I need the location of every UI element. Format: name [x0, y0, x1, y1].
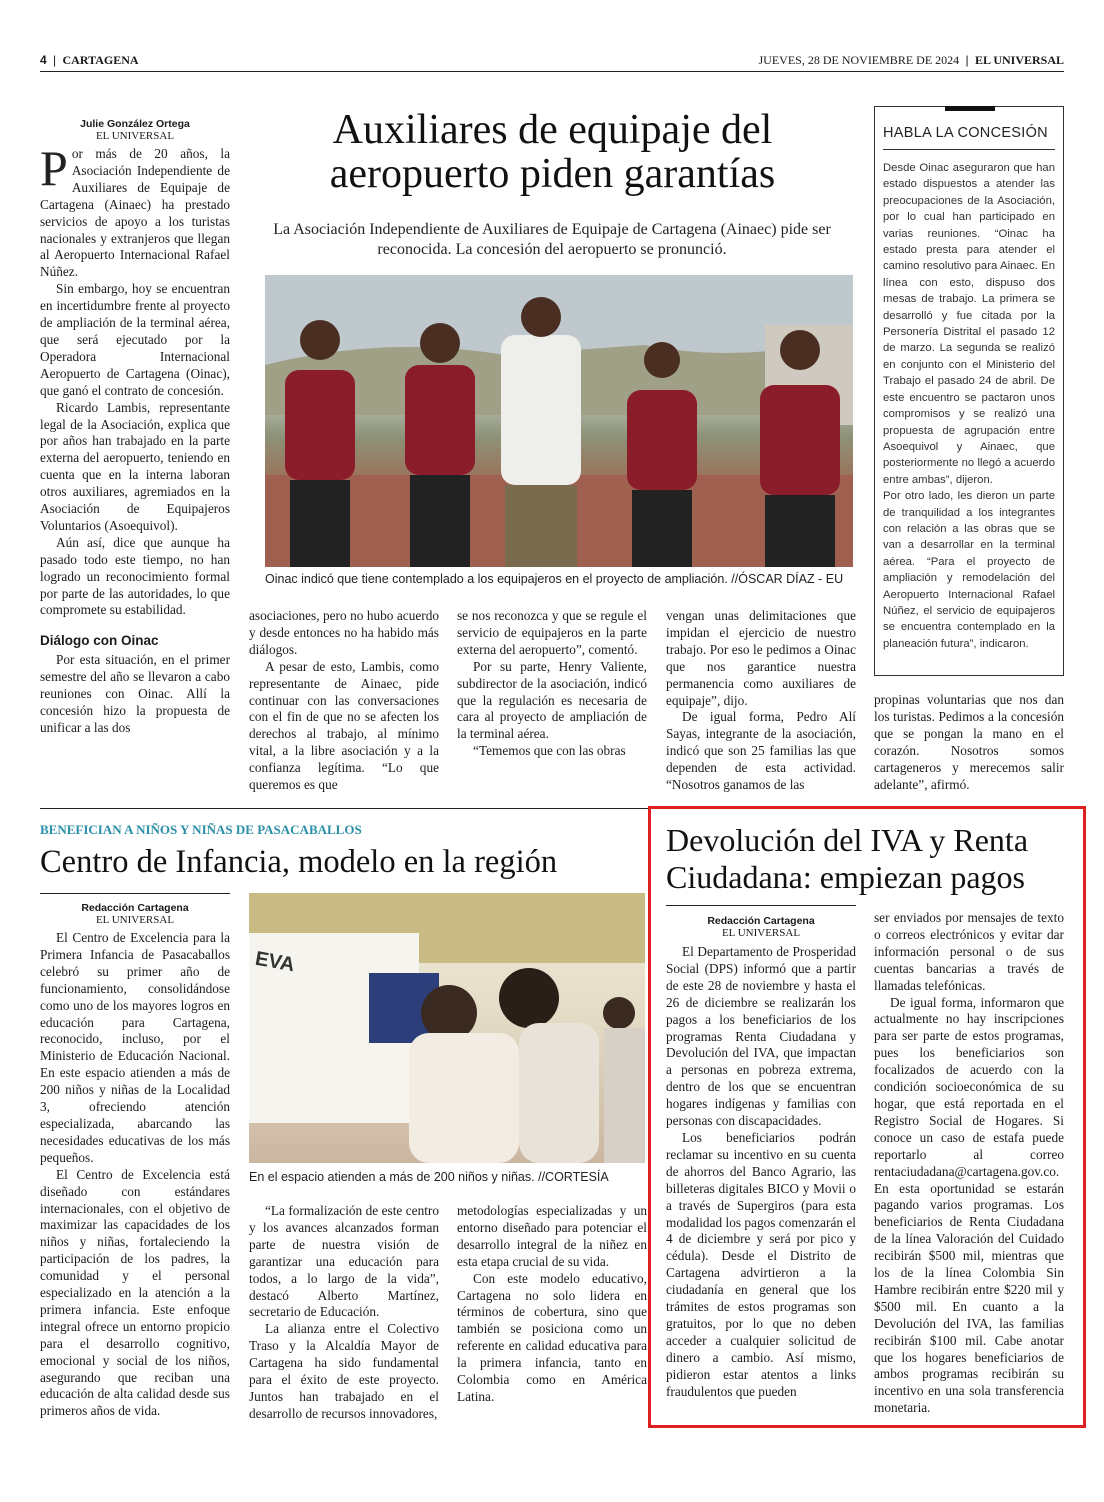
article1-paragraph: Por su parte, Henry Valiente, subdirector de la asociación, indicó que la regulación es necesaria de cara al proyecto de ampliación de la terminal aérea. [457, 658, 647, 742]
article2-byline [40, 902, 230, 926]
article1-col1 [40, 140, 230, 737]
caption-text: En el espacio atienden a más de 200 niños y niñas. [249, 1170, 535, 1184]
page-number: 4 [40, 53, 47, 67]
byline-org: EL UNIVERSAL [95, 130, 175, 142]
photo-illustration [265, 275, 853, 567]
byline-name: Redacción Cartagena [81, 902, 189, 914]
article3-byline [666, 915, 856, 939]
byline-org: EL UNIVERSAL [95, 914, 175, 926]
article1-paragraph: Ricardo Lambis, representante legal de la Asociación, explica que por años han trabajado en la parte externa del aeropuerto, teniendo en cuenta que en la interna laboran otros auxiliares, agremiados en la Asociación de Equipajeros Voluntarios (Asoequivol). [40, 399, 230, 533]
article1-col4 [666, 608, 856, 794]
section-name: CARTAGENA [62, 53, 139, 67]
article3-paragraph: El Departamento de Prosperidad Social (DPS) informó que a partir de este 28 de noviembre y hasta el 26 de diciembre se realizarán los pagos a los beneficiarios de los programas Renta Ciudadana y Devolución del IVA, que impactan a personas en pobreza extrema, dentro de los que se encuentran hogares indígenas y familias con personas con discapacidades. [666, 944, 856, 1129]
article1-col3 [457, 608, 647, 760]
article2-headline: Centro de Infancia, modelo en la región [40, 844, 558, 880]
article1-paragraph: Sin embargo, hoy se encuentran en incertidumbre frente al proyecto de ampliación de la terminal aérea, que será ejecutado por la Operadora Internacional Aeropuerto de Cartagena (Oinac), que ganó el contrato de concesión. [40, 281, 230, 398]
article3-paragraph: De igual forma, informaron que actualmente no hay inscripciones para ser parte de estos programas, pues los beneficiarios son focalizados de acuerdo con la condición socioeconómica de su hogar, que está reportada en el Registro Social de Hogares. Si conoce un caso de estafa puede reportarlo al correo rentaciudadana@cartagena.gov.co. En esta oportunidad se estarán pagando varios programas. Los beneficiarios de Renta Ciudadana de la línea Valoración del Cuidado recibirán $500 mil, mientras que los de la línea Colombia Sin Hambre recibirán entre $220 mil y $500 mil. En cuanto a la Devolución del IVA, las familias recibirán $100 mil. Cabe anotar que los hogares beneficiarios de ambos programas recibirán su incentivo en una sola transferencia monetaria. [874, 994, 1064, 1416]
header-separator: | [53, 53, 57, 67]
article2-kicker: BENEFICIAN A NIÑOS Y NIÑAS DE PASACABALLOS [40, 822, 362, 837]
article1-paragraph: De igual forma, Pedro Alí Sayas, integrante de la asociación, indicó que son 25 familias las que dependen de esta actividad. “Nosotros ganamos de las [666, 709, 856, 793]
article1-subhead: Diálogo con Oinac [40, 633, 159, 649]
article1-paragraph: A pesar de esto, Lambis, como representante de Ainaec, pide continuar con las conversaciones con el fin de que no se afecten los derechos al trabajo, al mínimo vital, a la libre asociación y a la confianza legítima. “Lo que queremos es que [249, 658, 439, 793]
byline-org: EL UNIVERSAL [721, 927, 801, 939]
sidebar-title: HABLA LA CONCESIÓN [883, 125, 1048, 141]
header-separator-2: | [965, 53, 969, 67]
article1-col5 [874, 692, 1064, 793]
article1-deck: La Asociación Independiente de Auxiliares de Equipaje de Cartagena (Ainaec) pide ser reconocida. La concesión del aeropuerto se pronunció. [273, 221, 831, 258]
article1-paragraph: Aún así, dice que aunque ha pasado todo este tiempo, no han logrado un reconocimiento formal por parte de las autoridades, lo que compromete su estabilidad. [40, 534, 230, 618]
article2-paragraph: El Centro de Excelencia para la Primera Infancia de Pasacaballos celebró su primer año de funcionamiento, consolidándose como uno de los mayores logros en educación para Cartagena, reconocido, incluso, por el Ministerio de Educación Nacional. En este espacio atienden a más de 200 niños y niñas de la Localidad 3, ofreciendo atención especializada, abarcando las necesidades educativas de los más pequeños. [40, 930, 230, 1165]
sidebar-paragraph: Por otro lado, les dieron un parte de tranquilidad a los integrantes con relación a las obras que se van a desarrollar en la terminal aérea. “Para el proyecto de ampliación y remodelación del Aeropuerto Internacional Rafael Núñez, el servicio de equipajeros se encuentra contemplado en la planeación futura”, indicaron. [883, 490, 1055, 650]
sidebar-box [874, 106, 1064, 676]
paper-name: EL UNIVERSAL [974, 53, 1064, 67]
sidebar-paragraph: Desde Oinac aseguraron que han estado dispuestos a atender las preocupaciones de la Asociación, por lo cual han participado en varias reuniones. “Oinac ha estado presta para atender el camino resolutivo para Ainaec. En línea con esto, dispuso dos mesas de trabajo. La primera se desarrolló y fue citada por la Personería Distrital el pasado 12 de marzo. La segunda se realizó en conjunto con el Ministerio del Trabajo el pasado 24 de abril. De este encuentro se pactaron unos compromisos y se realizó una propuesta de agrupación entre Asoequivol y Ainaec, que posteriormente no llegó a acuerdo entre ambas”, dijeron. [883, 162, 1055, 486]
article2-col2 [249, 1203, 439, 1423]
byline-name: Redacción Cartagena [707, 915, 815, 927]
article1-paragraph: propinas voluntarias que nos dan los turistas. Pedimos a la concesión que se pongan la mano en el corazón. Nosotros somos cartageneros y merecemos salir adelante”, afirmó. [874, 692, 1064, 792]
article1-headline: Auxiliares de equipaje del aeropuerto piden garantías [329, 107, 776, 197]
article1-paragraph: asociaciones, pero no hubo acuerdo y desde entonces no ha habido más diálogos. [249, 608, 439, 657]
article2-col1 [40, 930, 230, 1420]
photo-sign-text: EVA [253, 947, 297, 977]
issue-date: JUEVES, 28 DE NOVIEMBRE DE 2024 [758, 53, 960, 67]
sidebar-body [875, 150, 1063, 652]
header-rule [40, 71, 1064, 72]
photo-credit: //ÓSCAR DÍAZ - EU [731, 572, 844, 586]
photo-credit: //CORTESÍA [538, 1170, 609, 1184]
article2-col3 [457, 1203, 647, 1406]
article2-paragraph: El Centro de Excelencia está diseñado con estándares internacionales, con el objetivo de maximizar las capacidades de los niños y niñas, fortaleciendo la participación de los padres, la comunidad y el personal especializado en la atención a la primera infancia. Este enfoque integral ofrece un entorno propicio para el desarrollo cognitivo, emocional y social de los niños, asegurando que reciban una educación de alta calidad desde sus primeros años de vida. [40, 1166, 230, 1419]
header-right [758, 53, 1064, 68]
article2-paragraph: “La formalización de este centro y los avances alcanzados forman parte de nuestra visión de garantizar una educación para todos, a lo largo de la vida”, destacó Alberto Martínez, secretario de Educación. [249, 1203, 439, 1320]
article1-paragraph: se nos reconozca y que se regule el servicio de equipajeros en la parte externa del aeropuerto”, comentó. [457, 608, 647, 657]
article1-paragraph: “Tememos que con las obras [473, 743, 626, 759]
article1-photo [265, 275, 853, 567]
article2-paragraph: La alianza entre el Colectivo Traso y la Alcaldía Mayor de Cartagena ha sido fundamental para el éxito de este proyecto. Juntos han trabajado en el desarrollo de recursos innovadores, [249, 1321, 439, 1421]
sidebar-top-bar [945, 106, 995, 111]
article3-col1 [666, 944, 856, 1400]
byline-name: Julie González Ortega [80, 118, 190, 130]
article2-photo [249, 893, 645, 1163]
article1-paragraph: vengan unas delimitaciones que impidan el ejercicio de nuestro trabajo. Por eso le pedimos a Oinac que nos garantice nuestra permanencia como auxiliares de equipaje”, dijo. [666, 608, 856, 708]
article1-col2 [249, 608, 439, 794]
article1-paragraph: Por más de 20 años, la Asociación Independiente de Auxiliares de Equipaje de Cartagena (Ainaec) ha prestado servicios de apoyo a los turistas nacionales y extranjeros que llegan al Aeropuerto Internacional Rafael Núñez. [40, 140, 230, 280]
article2-caption [249, 1170, 645, 1184]
article3-col2 [874, 910, 1064, 1417]
dropcap: P [40, 140, 68, 196]
photo-illustration [249, 893, 645, 1163]
article2-paragraph: metodologías especializadas y un entorno diseñado para potenciar el desarrollo integral de la niñez en esta etapa crucial de su vida. [457, 1203, 647, 1269]
article1-paragraph: Por esta situación, en el primer semestre del año se llevaron a cabo reuniones con Oinac. Allí la concesión hizo la propuesta de unificar a las dos [40, 652, 230, 735]
article1-byline [40, 118, 230, 142]
article3-headline: Devolución del IVA y Renta Ciudadana: empiezan pagos [666, 822, 1029, 895]
article1-caption [265, 572, 853, 586]
article3-paragraph: ser enviados por mensajes de texto o correos electrónicos y evitar dar información personal o de sus cuentas bancarias a través de llamadas telefónicas. [874, 910, 1064, 993]
article2-paragraph: Con este modelo educativo, Cartagena no solo lidera en términos de cobertura, sino que también se posiciona como un referente en calidad educativa para la primera infancia, tanto en Colombia como en América Latina. [457, 1270, 647, 1404]
article2-rule [40, 893, 230, 894]
page-header [40, 53, 1064, 71]
caption-text: Oinac indicó que tiene contemplado a los equipajeros en el proyecto de ampliación. [265, 572, 728, 586]
article3-paragraph: Los beneficiarios podrán reclamar su incentivo en su cuenta de ahorros del Banco Agrario, las billeteras digitales BICO y Movii o a través de Supergiros (para esta modalidad los pagos comenzarán el 4 de diciembre y será por pico y cédula). Desde el Distrito de Cartagena advirtieron a la ciudadanía en general que los trámites de estos programas son gratuitos, por lo que no deben acceder a cualquier solicitud de dinero a cambio. Así mismo, pidieron estar atentos a links fraudulentos que pueden [666, 1129, 856, 1399]
article3-rule [666, 905, 856, 906]
